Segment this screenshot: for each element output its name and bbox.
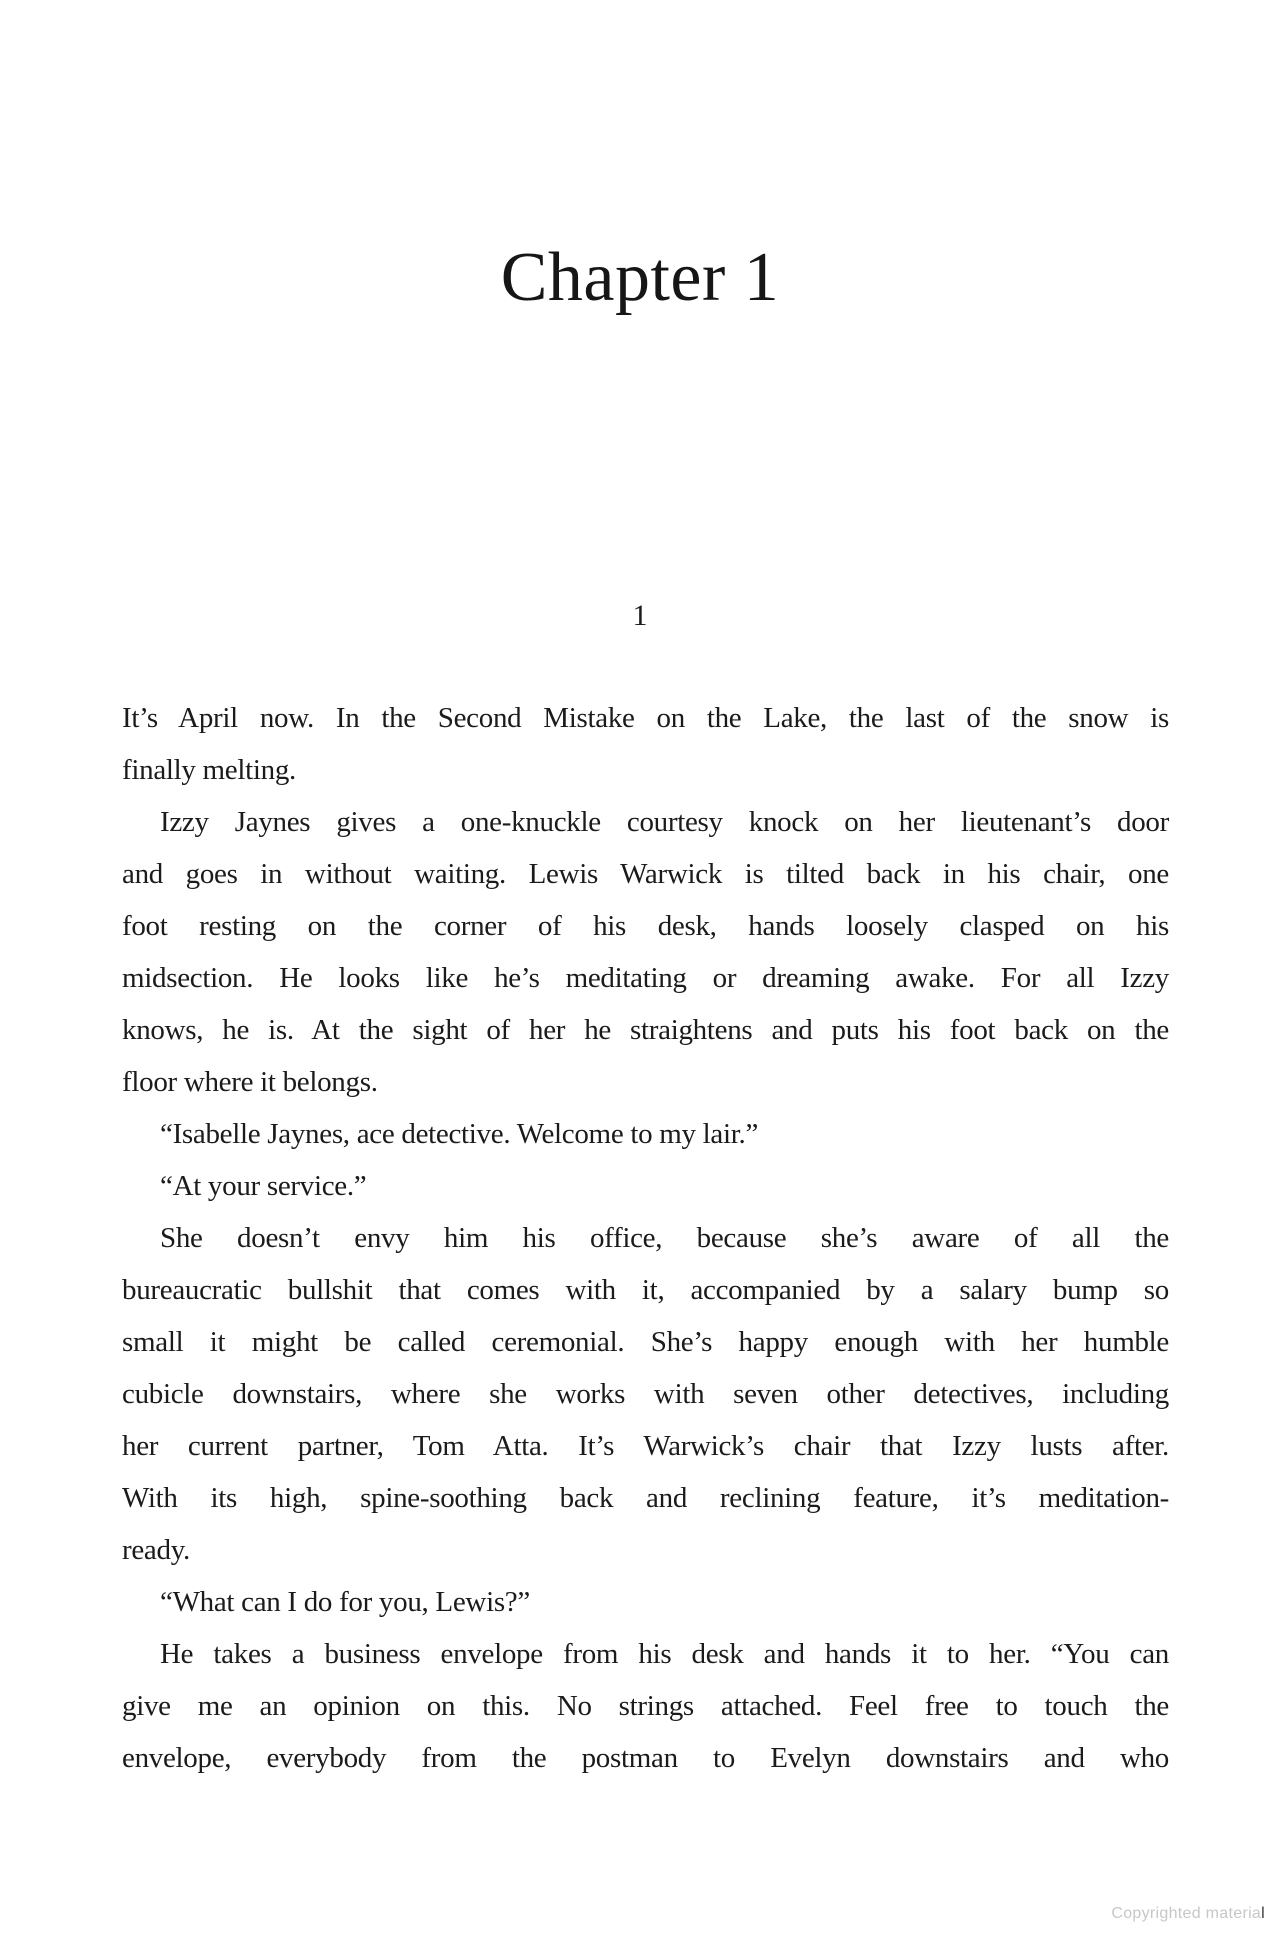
text-line: cubicle downstairs, where she works with seven other detectives, including [122,1378,1169,1410]
copyright-watermark-text: Copyrighted materia [1111,1905,1262,1922]
copyright-watermark [1111,1905,1265,1923]
body-text [122,692,1169,1784]
text-line: She doesn’t envy him his office, because she’s aware of all the [160,1222,1169,1254]
text-line: knows, he is. At the sight of her he straightens and puts his foot back on the [122,1014,1169,1046]
text-line: finally melting. [122,754,297,786]
text-line: “What can I do for you, Lewis?” [160,1586,530,1618]
copyright-watermark-last-char: l [1261,1905,1265,1922]
text-line: It’s April now. In the Second Mistake on the Lake, the last of the snow is [122,702,1169,734]
text-line: “At your service.” [160,1170,367,1202]
text-line: ready. [122,1534,190,1566]
text-line: foot resting on the corner of his desk, hands loosely clasped on his [122,910,1169,942]
text-line: bureaucratic bullshit that comes with it, accompanied by a salary bump so [122,1274,1169,1306]
text-line: Izzy Jaynes gives a one-knuckle courtesy knock on her lieutenant’s door [160,806,1169,838]
text-line: give me an opinion on this. No strings attached. Feel free to touch the [122,1690,1169,1722]
section-number: 1 [632,599,648,632]
text-line: and goes in without waiting. Lewis Warwick is tilted back in his chair, one [122,858,1169,890]
text-line: floor where it belongs. [122,1066,378,1098]
text-line: small it might be called ceremonial. She’s happy enough with her humble [122,1326,1169,1358]
text-line: midsection. He looks like he’s meditating or dreaming awake. For all Izzy [122,962,1169,994]
text-line: With its high, spine-soothing back and reclining feature, it’s meditation- [122,1482,1169,1514]
text-line: “Isabelle Jaynes, ace detective. Welcome to my lair.” [160,1118,759,1150]
text-line: He takes a business envelope from his desk and hands it to her. “You can [160,1638,1169,1670]
text-line: envelope, everybody from the postman to Evelyn downstairs and who [122,1742,1169,1774]
chapter-heading: Chapter 1 [500,239,780,316]
text-line: her current partner, Tom Atta. It’s Warwick’s chair that Izzy lusts after. [122,1430,1169,1462]
